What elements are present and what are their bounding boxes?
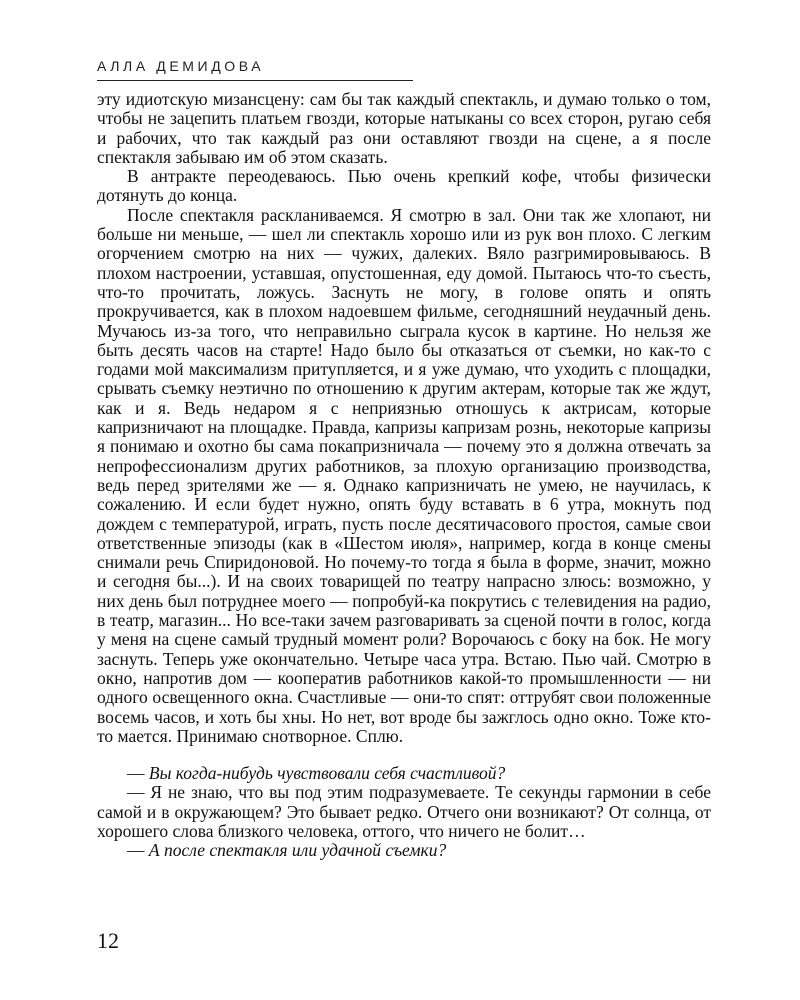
page-number: 12: [97, 928, 119, 953]
dialog-block: [97, 764, 711, 860]
dialog-line: [97, 764, 711, 783]
body-text: [97, 90, 711, 861]
dialog-dash: —: [127, 782, 151, 803]
dialog-answer: Я не знаю, что вы под этим подразумеваете. Те секунды гармонии в себе самой и в окружающем? Это бывает редко. Отчего они возникают? От солнца, от хорошего слова близкого человека, оттого, что ничего не болит…: [97, 782, 712, 841]
dialog-line: [97, 841, 711, 860]
dialog-dash: —: [127, 763, 149, 784]
dialog-dash: —: [127, 840, 149, 861]
paragraph: эту идиотскую мизансцену: сам бы так каждый спектакль, и думаю только о том, чтобы не зацепить платьем гвозди, которые натыканы со всех сторон, ругаю себя и рабочих, что так каждый раз они оставляют гвозди на сцене, а я после спектакля забываю им об этом сказать.: [97, 89, 711, 167]
dialog-line: [97, 783, 711, 841]
paragraph: В антракте переодеваюсь. Пью очень крепкий кофе, чтобы физически дотянуть до конца.: [97, 166, 711, 206]
paragraph: После спектакля раскланиваемся. Я смотрю в зал. Они так же хлопают, ни больше ни меньше, — шел ли спектакль хорошо или из рук вон плохо. С легким огорчением смотрю на них — чужих, далеких. Вяло разгримировываюсь. В плохом настроении, уставшая, опустошенная, еду домой. Пытаюсь что-то съесть, что-то прочитать, ложусь. Заснуть не могу, в голове опять и опять прокручивается, как в плохом надоевшем фильме, сегодняшний неудачный день. Мучаюсь из-за того, что неправильно сыграла кусок в картине. Но нельзя же быть десять часов на старте! Надо было бы отказаться от съемки, но как-то с годами мой максимализм притупляется, и я уже думаю, что уходить с площадки, срывать съемку неэтично по отношению к другим актерам, которые так же ждут, как и я. Ведь недаром я с неприязнью отношусь к актрисам, которые капризничают на площадке. Правда, капризы капризам рознь, некоторые капризы я понимаю и охотно бы сама покапризничала — почему это я должна отвечать за непрофессионализм других работников, за плохую организацию производства, ведь перед зрителями же — я. Однако капризничать не умею, не научилась, к сожалению. И если будет нужно, опять буду вставать в 6 утра, мокнуть под дождем с температурой, играть, пусть после десятичасового простоя, самые свои ответственные эпизоды (как в «Шестом июля», например, когда в конце смены снимали речь Спиридоновой. Но почему-то тогда я была в форме, значит, можно и сегодня бы...). И на своих товарищей по театру напрасно злюсь: возможно, у них день был потруднее моего — попробуй-ка покрутись с телевидения на радио, в театр, магазин... Но все-таки зачем разговаривать за сценой почти в голос, когда у меня на сцене самый трудный момент роли? Ворочаюсь с боку на бок. Не могу заснуть. Теперь уже окончательно. Четыре часа утра. Встаю. Пью чай. Смотрю в окно, напротив дом — кооператив работников какой-то промышленности — ни одного освещенного окна. Счастливые — они-то спят: оттрубят свои положенные восемь часов, и хоть бы хны. Но нет, вот вроде бы зажглось одно окно. Тоже кто-то мается. Принимаю снотворное. Сплю.: [97, 204, 711, 746]
running-header: АЛЛА ДЕМИДОВА: [97, 58, 413, 81]
dialog-question: Вы когда-нибудь чувствовали себя счастливой?: [148, 763, 506, 784]
dialog-question: А после спектакля или удачной съемки?: [148, 840, 447, 861]
